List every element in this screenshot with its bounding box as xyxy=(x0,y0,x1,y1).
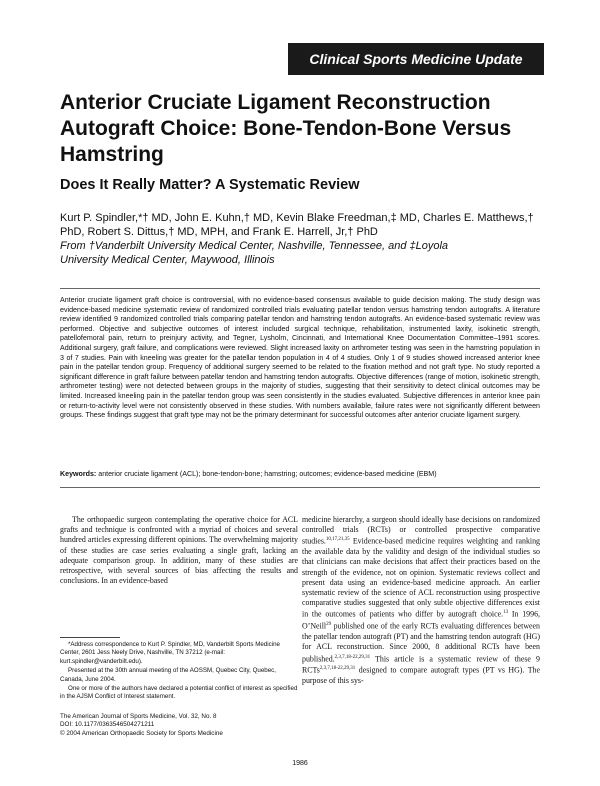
body-column-right xyxy=(302,515,540,686)
affiliation: From †Vanderbilt University Medical Center, Nashville, Tennessee, and ‡Loyola University Medical Center, Maywood, Illinois xyxy=(60,240,449,266)
body-paragraph xyxy=(302,515,540,686)
body-text: This article is a systematic review of these 9 RCTs xyxy=(302,654,540,675)
footnote: Presented at the 30th annual meeting of the AOSSM, Quebec City, Quebec, Canada, June 2004. xyxy=(60,667,276,683)
reference-superscript: 10,17,21,35 xyxy=(325,537,350,543)
article-title: Anterior Cruciate Ligament Reconstruction Autograft Choice: Bone-Tendon-Bone Versus Hamstring xyxy=(60,91,512,166)
journal-info xyxy=(60,713,298,738)
abstract-top-rule xyxy=(60,288,540,289)
journal-name: The American Journal of Sports Medicine, Vol. 32, No. 8 xyxy=(60,713,217,720)
keywords-text: anterior cruciate ligament (ACL); bone-tendon-bone; hamstring; outcomes; evidence-based medicine (EBM) xyxy=(98,470,437,478)
keywords xyxy=(60,470,540,480)
body-text: medicine hierarchy, a surgeon should ideally base decisions on randomized controlled trials (RCTs) or controlled prospective comparative studies. xyxy=(302,515,540,547)
journal-doi: DOI: 10.1177/0363546504271211 xyxy=(60,721,155,729)
reference-superscript: 2,3,7,18-22,29,31 xyxy=(319,666,356,672)
body-text: Evidence-based medicine requires weighting and ranking the available data by the validity and design of the individual studies so that clinicians can make decisions that affect their practices based on the strength of the evidence, not on opinion. Systematic reviews collect and present data using an evidence-based medicine approach. An earlier systematic review of the science of ACL reconstruction using prospective comparative studies suggested that only subtle objective differences exist in the outcomes of patients who differ by autograft choice. xyxy=(302,537,540,620)
article-subtitle: Does It Really Matter? A Systematic Review xyxy=(60,177,360,193)
author-list: Kurt P. Spindler,*† MD, John E. Kuhn,† MD, Kevin Blake Freedman,‡ MD, Charles E. Matthews,† PhD, Robert S. Dittus,† MD, MPH, and Frank E. Harrell, Jr,† PhD xyxy=(60,212,534,238)
journal-copyright: © 2004 American Orthopaedic Society for Sports Medicine xyxy=(60,729,223,737)
section-banner: Clinical Sports Medicine Update xyxy=(288,43,544,75)
reference-superscript: 29 xyxy=(326,622,332,628)
reference-superscript: 13 xyxy=(503,610,509,616)
body-text: designed to compare autograft types (PT vs HG). The purpose of this sys- xyxy=(302,665,540,686)
abstract: Anterior cruciate ligament graft choice is controversial, with no evidence-based consensus available to guide decision making. The study design was evidence-based medicine systematic review of randomized controlled trials evaluating patellar tendon versus hamstring tendon autografts. A literature review identified 9 randomized controlled trials comparing patellar tendon and hamstring tendon autografts. An evidence-based systematic review was performed. Objective and subjective outcomes of interest included surgical technique, rehabilitation, instrumented laxity, isokinetic strength, patellofemoral pain, return to preinjury activity, and Tegner, Lysholm, Cincinnati, and International Knee Documentation Committee–1991 scores. Additional surgery, graft failure, and complications were reviewed. Slight increased laxity on arthrometer testing was seen in the hamstring population in 3 of 7 studies. Pain with kneeling was greater for the patellar tendon population in 4 of 4 studies. Only 1 of 9 studies showed increased anterior knee pain in the patellar tendon group. Frequency of additional surgery seemed to be related to the fixation method and not graft type. No study reported a significant difference in graft failure between patellar tendon and hamstring tendon autografts. Objective differences (range of motion, isokinetic strength, arthrometer testing) were not detected between groups in the majority of studies, suggesting that their sensitivity to detect clinical outcomes may be limited. Increased kneeling pain in the patellar tendon group was seen consistently in the studies evaluated. Subjective differences in anterior knee pain or return-to-activity level were not consistently observed in these studies. With numbers available, failure rates were not significantly different between groups. These findings suggest that graft type may not be the primary determinant for successful outcomes after anterior cruciate ligament surgery. xyxy=(60,296,540,420)
page-number: 1986 xyxy=(292,760,308,767)
footnote: *Address correspondence to Kurt P. Spindler, MD, Vanderbilt Sports Medicine Center, 2601 Jess Neely Drive, Nashville, TN 37212 (e-mail: kurt.spindler@vanderbilt.edu). xyxy=(60,641,280,665)
body-column-left xyxy=(60,515,298,586)
body-text: published one of the early RCTs evaluating differences between the patellar tendon autograft (PT) and the hamstring tendon autograft (HG) for ACL reconstruction. Since 2000, 8 additional RCTs have been published. xyxy=(302,621,540,664)
footnote-rule xyxy=(60,637,120,638)
footnotes xyxy=(60,641,298,703)
footnote: One or more of the authors have declared a potential conflict of interest as specified in the AJSM Conflict of Interest statement. xyxy=(60,685,298,701)
reference-superscript: 2,3,7,18-22,29,31 xyxy=(334,654,371,660)
body-paragraph: The orthopaedic surgeon contemplating the operative choice for ACL grafts and technique is confronted with a myriad of choices and several hundred articles expressing different opinions. The overwhelming majority of these studies are case series evaluating a single graft, lacking an adequate comparison group. In addition, many of these studies are retrospective, with several sources of bias affecting the results and conclusions. In an evidence-based xyxy=(60,515,298,586)
abstract-bottom-rule xyxy=(60,487,540,488)
body-text: In 1996, O’Neill xyxy=(302,610,540,631)
keywords-label: Keywords: xyxy=(60,470,97,478)
